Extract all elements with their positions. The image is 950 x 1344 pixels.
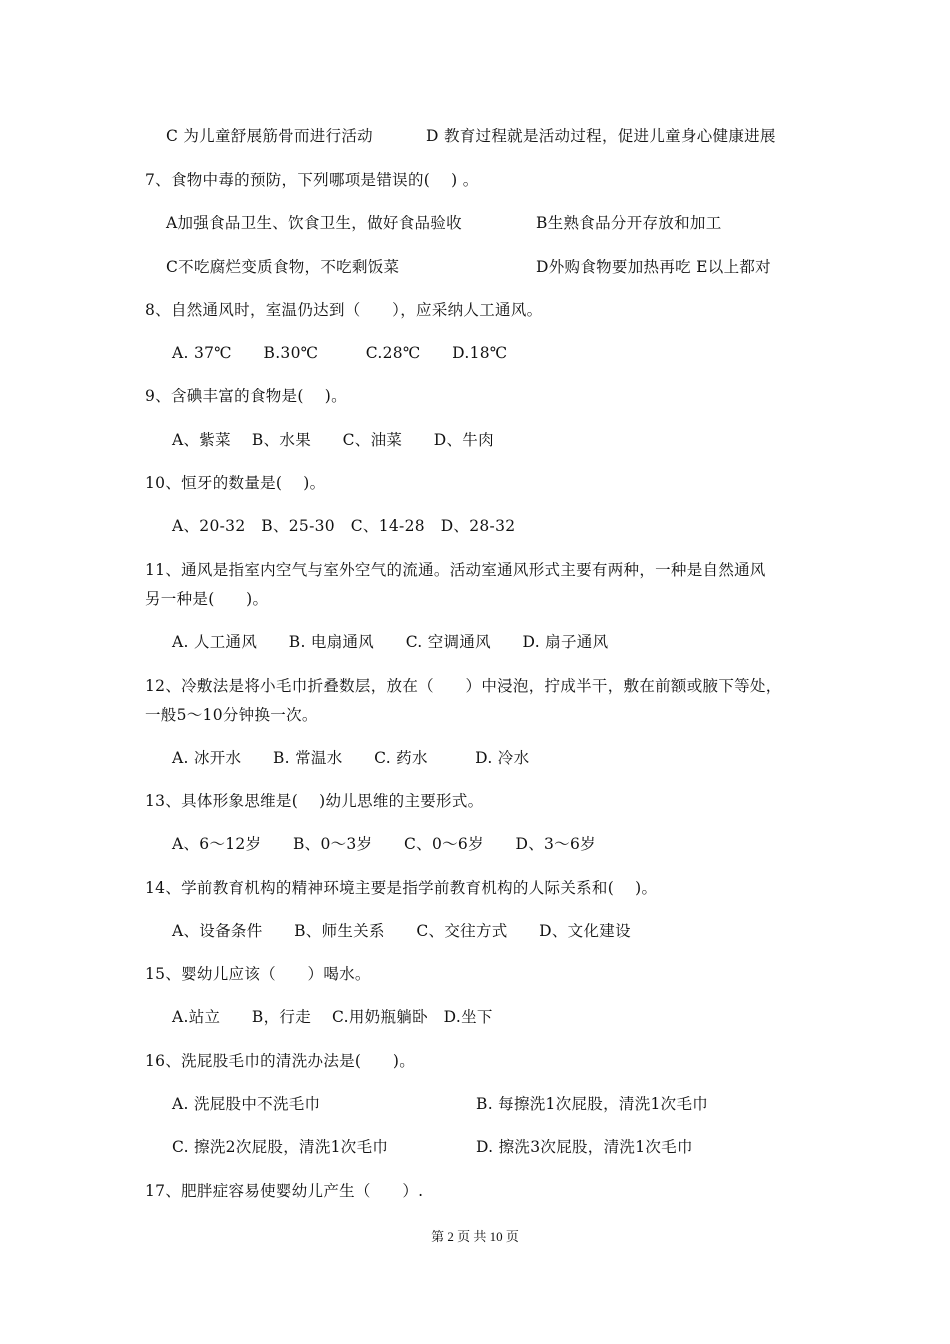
question-17: 17、肥胖症容易使婴幼儿产生（ ）. <box>145 1182 424 1200</box>
option-c-line: C 为儿童舒展筋骨而进行活动 <box>166 127 373 145</box>
question-10: 10、恒牙的数量是( )。 <box>145 474 326 492</box>
question-12-line-2: 一般5～10分钟换一次。 <box>145 706 318 724</box>
question-13: 13、具体形象思维是( )幼儿思维的主要形式。 <box>145 792 484 810</box>
question-12-line-1: 12、冷敷法是将小毛巾折叠数层，放在（ ）中浸泡，拧成半干，敷在前额或腋下等处， <box>145 677 782 695</box>
question-8: 8、自然通风时，室温仍达到（ ），应采纳人工通风。 <box>145 301 543 319</box>
question-16: 16、洗屁股毛巾的清洗办法是( )。 <box>145 1052 416 1070</box>
question-11-options: A. 人工通风 B. 电扇通风 C. 空调通风 D. 扇子通风 <box>172 633 609 651</box>
question-14-options: A、设备条件 B、师生关系 C、交往方式 D、文化建设 <box>172 922 631 940</box>
question-16-option-c: C. 擦洗2次屁股，清洗1次毛巾 <box>172 1138 389 1156</box>
question-11-line-2: 另一种是( )。 <box>145 590 269 608</box>
question-8-options: A. 37℃ B.30℃ C.28℃ D.18℃ <box>172 344 508 362</box>
question-9: 9、含碘丰富的食物是( )。 <box>145 387 347 405</box>
question-12-options: A. 冰开水 B. 常温水 C. 药水 D. 冷水 <box>172 749 530 767</box>
question-14: 14、学前教育机构的精神环境主要是指学前教育机构的人际关系和( )。 <box>145 879 658 897</box>
question-15-options: A.站立 B，行走 C.用奶瓶躺卧 D.坐下 <box>172 1008 493 1026</box>
question-7-option-d: D外购食物要加热再吃 E以上都对 <box>536 258 771 276</box>
question-7-option-c: C不吃腐烂变质食物，不吃剩饭菜 <box>166 258 400 276</box>
question-11-line-1: 11、通风是指室内空气与室外空气的流通。活动室通风形式主要有两种，一种是自然通风 <box>145 561 766 579</box>
question-16-option-a: A. 洗屁股中不洗毛巾 <box>172 1095 321 1113</box>
question-16-option-b: B. 每擦洗1次屁股，清洗1次毛巾 <box>476 1095 709 1113</box>
question-15: 15、婴幼儿应该（ ）喝水。 <box>145 965 371 983</box>
question-9-options: A、紫菜 B、水果 C、油菜 D、牛肉 <box>172 431 494 449</box>
option-d-line: D 教育过程就是活动过程，促进儿童身心健康进展 <box>426 127 776 145</box>
question-10-options: A、20-32 B、25-30 C、14-28 D、28-32 <box>172 517 516 535</box>
question-7: 7、食物中毒的预防，下列哪项是错误的( ) 。 <box>145 171 479 189</box>
question-7-option-a: A加强食品卫生、饮食卫生，做好食品验收 <box>166 214 462 232</box>
question-7-option-b: B生熟食品分开存放和加工 <box>536 214 722 232</box>
question-16-option-d: D. 擦洗3次屁股，清洗1次毛巾 <box>476 1138 693 1156</box>
page-footer: 第 2 页 共 10 页 <box>431 1229 519 1244</box>
question-13-options: A、6～12岁 B、0～3岁 C、0～6岁 D、3～6岁 <box>172 835 596 853</box>
